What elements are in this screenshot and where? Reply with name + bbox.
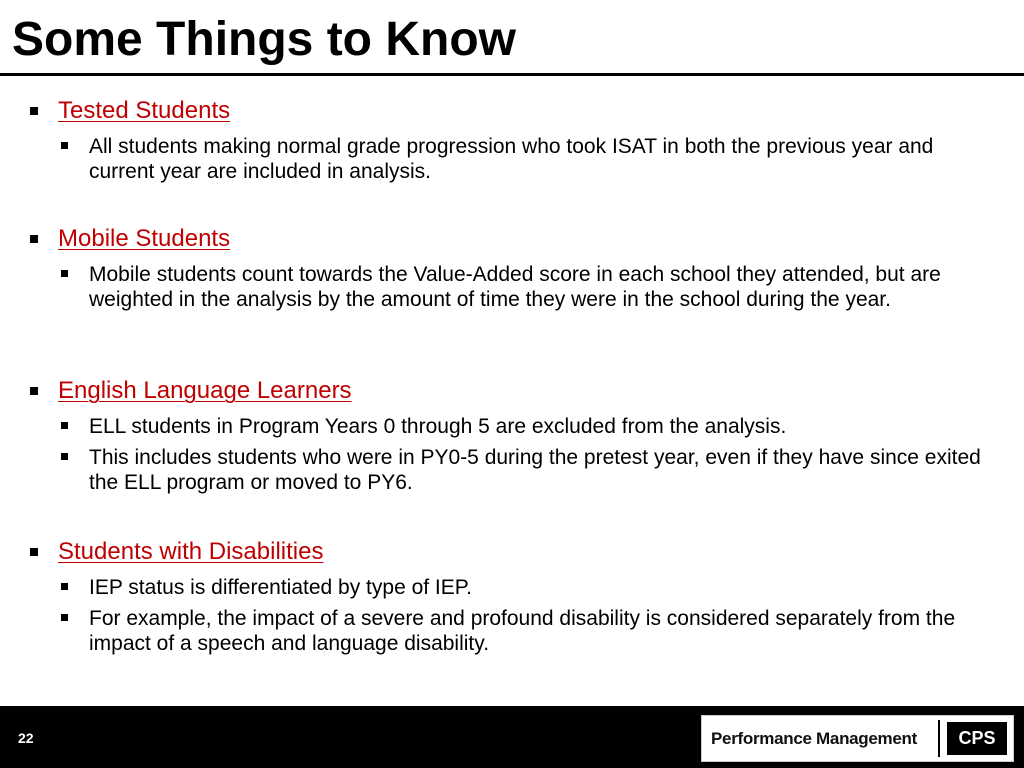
heading-text: Mobile Students	[58, 225, 231, 252]
square-bullet-icon	[61, 614, 68, 621]
list-item-text: Mobile students count towards the Value-Added score in each school they attended, but are weighted in the analysis by the amount of time they were in the school during the year.	[89, 263, 941, 311]
list-item	[89, 575, 984, 600]
heading-text: English Language Learners	[58, 377, 352, 404]
square-bullet-icon	[61, 583, 68, 590]
list-item-text: IEP status is differentiated by type of IEP.	[89, 576, 472, 599]
logo-text: Performance Management	[711, 729, 917, 748]
performance-management-logo	[701, 715, 1014, 762]
section-students-with-disabilities	[0, 535, 1000, 656]
slide-title: Some Things to Know	[12, 13, 516, 66]
list-item	[89, 134, 984, 184]
list-item	[89, 445, 984, 495]
square-bullet-icon	[30, 107, 38, 115]
list-item	[89, 414, 984, 439]
heading-text: Students with Disabilities	[58, 538, 324, 565]
list-item-text: ELL students in Program Years 0 through 5 are excluded from the analysis.	[89, 415, 787, 438]
square-bullet-icon	[61, 270, 68, 277]
logo-divider	[938, 720, 940, 757]
list-item	[89, 262, 984, 312]
list-item-text: For example, the impact of a severe and profound disability is considered separately from the impact of a speech and language disability.	[89, 607, 956, 655]
square-bullet-icon	[61, 142, 68, 149]
section-heading	[58, 374, 1024, 408]
heading-text: Tested Students	[58, 97, 231, 124]
slide-footer	[0, 706, 1024, 768]
section-heading	[58, 94, 1024, 128]
square-bullet-icon	[30, 548, 38, 556]
square-bullet-icon	[30, 387, 38, 395]
section-mobile-students	[0, 222, 1000, 312]
list-item-text: All students making normal grade progression who took ISAT in both the previous year and current year are included in analysis.	[89, 135, 934, 183]
section-heading	[58, 222, 1024, 256]
title-divider	[0, 73, 1024, 76]
section-english-language-learners	[0, 374, 1000, 495]
section-heading	[58, 535, 1024, 569]
section-tested-students	[0, 94, 1000, 184]
square-bullet-icon	[61, 422, 68, 429]
list-item-text: This includes students who were in PY0-5 during the pretest year, even if they have since exited the ELL program or moved to PY6.	[89, 446, 981, 494]
square-bullet-icon	[30, 235, 38, 243]
square-bullet-icon	[61, 453, 68, 460]
cps-logo-badge: CPS	[947, 722, 1007, 755]
list-item	[89, 606, 984, 656]
page-number: 22	[18, 730, 34, 746]
